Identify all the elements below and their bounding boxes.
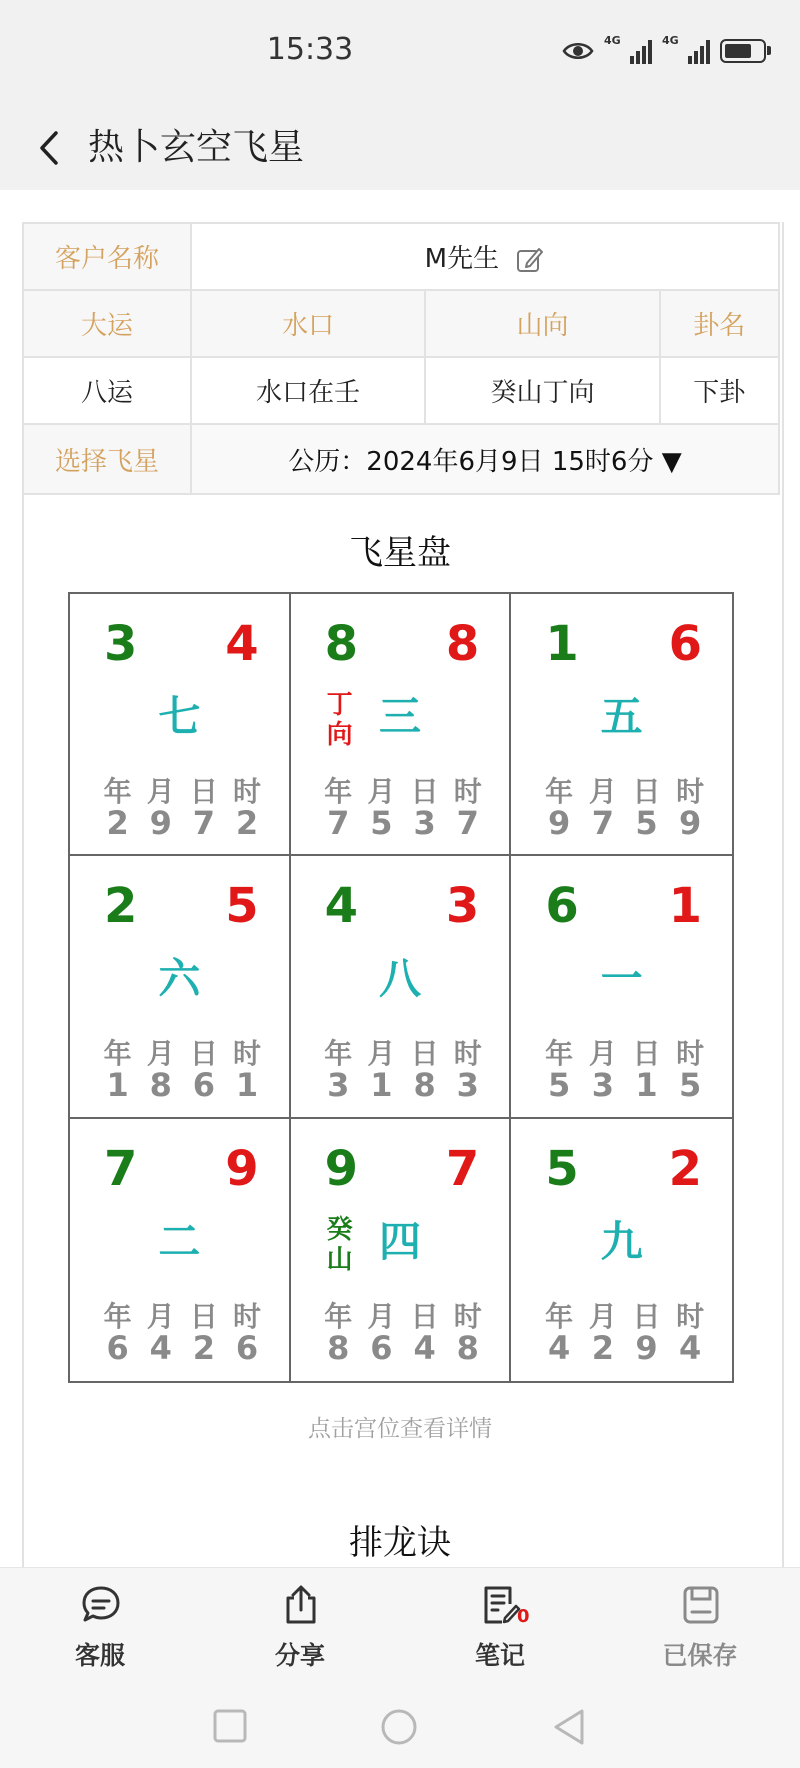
facing-marker: 丁向 (326, 690, 353, 750)
palace-cell[interactable] (511, 594, 732, 856)
time-stars (537, 1066, 712, 1104)
bottom-tab-bar (0, 1567, 800, 1683)
day-label: 日 (189, 1037, 218, 1071)
hour-label: 时 (453, 775, 482, 808)
year-star: 9 (548, 804, 571, 842)
time-stars (317, 1329, 490, 1367)
year-label: 年 (103, 1037, 132, 1071)
water-star: 1 (668, 878, 702, 935)
month-star: 9 (149, 804, 172, 842)
day-star: 7 (192, 804, 216, 842)
month-label: 月 (588, 1037, 617, 1071)
palace-cell[interactable] (511, 856, 732, 1118)
month-label: 月 (146, 775, 175, 808)
mountain-direction-value: 癸山丁向 (425, 357, 659, 424)
network-type-2: 4G (662, 34, 679, 47)
base-star: 二 (158, 1216, 201, 1266)
signal-icon (662, 34, 710, 64)
back-button[interactable] (30, 123, 70, 173)
month-star: 7 (591, 804, 614, 842)
water-star: 3 (445, 878, 480, 935)
tab-saved[interactable] (600, 1568, 800, 1683)
day-star: 3 (413, 804, 436, 842)
water-star: 7 (445, 1140, 480, 1197)
water-outlet-value: 水口在壬 (191, 357, 425, 424)
mountain-star: 9 (324, 1140, 359, 1197)
base-star: 八 (378, 954, 421, 1004)
chat-icon (80, 1584, 122, 1626)
year-star: 5 (548, 1066, 571, 1105)
palace-cell[interactable] (70, 856, 291, 1118)
water-star: 4 (225, 616, 259, 672)
signal-icon (604, 34, 652, 64)
back-nav-icon[interactable] (552, 1708, 586, 1746)
base-star: 四 (378, 1216, 421, 1266)
home-icon[interactable] (380, 1708, 418, 1746)
mountain-star: 4 (324, 878, 359, 935)
day-star: 5 (635, 804, 658, 842)
status-time: 15:33 (266, 32, 354, 67)
chart-hint: 点击宫位查看详情 (308, 1416, 492, 1442)
app-header (0, 105, 800, 190)
hour-star: 6 (235, 1328, 259, 1367)
tab-label: 笔记 (474, 1641, 525, 1670)
base-star: 七 (158, 692, 201, 741)
mountain-star: 6 (545, 878, 579, 935)
hour-star: 2 (235, 804, 259, 842)
tab-label: 客服 (74, 1641, 125, 1670)
year-label: 年 (545, 1037, 574, 1071)
flying-star-chart (68, 592, 734, 1383)
month-label: 月 (367, 1299, 396, 1333)
hour-star: 8 (456, 1328, 479, 1367)
mountain-star: 5 (545, 1140, 579, 1197)
recent-apps-icon[interactable] (212, 1708, 248, 1744)
day-label: 日 (632, 1037, 661, 1071)
year-label: 年 (103, 1299, 132, 1333)
day-label: 日 (410, 1037, 439, 1071)
month-star: 8 (149, 1066, 172, 1105)
day-star: 1 (635, 1066, 658, 1105)
year-star: 4 (548, 1328, 571, 1367)
water-outlet-label: 水口 (191, 290, 425, 357)
month-star: 2 (591, 1328, 614, 1367)
month-star: 6 (370, 1328, 393, 1367)
day-label: 日 (410, 775, 439, 808)
mountain-star: 3 (104, 616, 138, 672)
hour-label: 时 (676, 775, 705, 808)
water-star: 9 (225, 1140, 259, 1197)
month-star: 4 (149, 1328, 172, 1367)
info-table (22, 222, 780, 495)
mountain-star: 7 (104, 1140, 138, 1197)
note-icon (480, 1584, 522, 1626)
day-label: 日 (632, 1299, 661, 1333)
battery-icon (720, 39, 766, 63)
share-icon (280, 1584, 322, 1626)
month-label: 月 (146, 1299, 175, 1333)
day-star: 4 (413, 1328, 436, 1367)
hour-star: 9 (679, 804, 702, 842)
mountain-star: 8 (324, 616, 359, 672)
month-label: 月 (367, 775, 396, 808)
year-star: 7 (327, 804, 350, 842)
time-stars (96, 1329, 269, 1367)
palace-cell[interactable] (70, 594, 291, 856)
day-star: 8 (413, 1066, 436, 1105)
hour-label: 时 (453, 1037, 482, 1071)
hour-label: 时 (453, 1299, 482, 1333)
water-star: 5 (225, 878, 259, 935)
month-label: 月 (367, 1037, 396, 1071)
mountain-star: 1 (545, 616, 579, 672)
chart-title: 飞星盘 (349, 533, 451, 573)
day-label: 日 (189, 775, 218, 808)
hexagram-label: 卦名 (660, 290, 779, 357)
hour-label: 时 (233, 1037, 262, 1071)
tab-share[interactable] (200, 1568, 400, 1683)
customer-name-label: 客户名称 (23, 223, 191, 290)
palace-cell[interactable] (291, 856, 512, 1118)
hour-label: 时 (233, 775, 262, 808)
base-star: 五 (600, 692, 643, 741)
day-star: 2 (192, 1328, 216, 1367)
month-star: 1 (370, 1066, 393, 1105)
month-label: 月 (588, 1299, 617, 1333)
month-star: 5 (370, 804, 393, 842)
mountain-star: 2 (104, 878, 138, 935)
sitting-marker: 癸山 (326, 1214, 353, 1275)
period-label: 大运 (23, 290, 191, 357)
year-label: 年 (545, 775, 574, 808)
palace-cell[interactable] (511, 1119, 732, 1381)
month-label: 月 (588, 775, 617, 808)
chevron-left-icon (30, 123, 70, 173)
hour-star: 3 (456, 1066, 479, 1105)
edit-icon[interactable] (515, 245, 545, 275)
tab-notes[interactable] (400, 1568, 600, 1683)
year-star: 6 (106, 1328, 129, 1367)
eye-icon (562, 40, 594, 62)
tab-customer-service[interactable] (0, 1568, 200, 1683)
hour-label: 时 (676, 1037, 705, 1071)
year-star: 8 (327, 1328, 350, 1367)
day-label: 日 (632, 775, 661, 808)
page-title: 热卜玄空飞星 (88, 127, 305, 168)
year-label: 年 (324, 1037, 353, 1071)
year-star: 1 (106, 1066, 129, 1105)
hour-label: 时 (676, 1299, 705, 1333)
mountain-direction-label: 山向 (425, 290, 659, 357)
year-star: 2 (106, 804, 129, 842)
network-type-1: 4G (604, 34, 621, 47)
time-stars (96, 804, 269, 842)
status-bar (0, 0, 800, 105)
base-star: 一 (600, 954, 643, 1004)
day-star: 9 (635, 1328, 658, 1367)
time-stars (537, 1329, 712, 1367)
system-nav-bar (0, 1682, 800, 1768)
tab-label: 分享 (274, 1641, 325, 1670)
time-stars (96, 1066, 269, 1104)
month-label: 月 (146, 1037, 175, 1071)
hour-star: 4 (679, 1328, 702, 1367)
year-label: 年 (324, 775, 353, 808)
year-label: 年 (103, 775, 132, 808)
hour-star: 7 (456, 804, 479, 842)
day-label: 日 (410, 1299, 439, 1333)
customer-name-value: M先生 (424, 244, 500, 274)
year-star: 3 (327, 1066, 350, 1105)
day-star: 6 (192, 1066, 216, 1105)
base-star: 三 (378, 692, 421, 741)
base-star: 九 (600, 1216, 643, 1266)
tab-label: 已保存 (662, 1641, 738, 1670)
water-star: 6 (668, 616, 702, 672)
section-title-dragon: 排龙诀 (349, 1523, 451, 1563)
select-flying-star-label: 选择飞星 (23, 424, 191, 494)
palace-cell[interactable] (291, 594, 512, 856)
period-value: 八运 (23, 357, 191, 424)
day-label: 日 (189, 1299, 218, 1333)
hour-star: 1 (235, 1066, 259, 1105)
hour-label: 时 (233, 1299, 262, 1333)
water-star: 8 (445, 616, 480, 672)
save-icon (680, 1584, 722, 1626)
year-label: 年 (545, 1299, 574, 1333)
base-star: 六 (158, 954, 201, 1004)
time-stars (317, 804, 490, 842)
palace-cell[interactable] (291, 1119, 512, 1381)
time-stars (317, 1066, 490, 1104)
time-stars (537, 804, 712, 842)
month-star: 3 (591, 1066, 614, 1105)
customer-name-field[interactable] (191, 223, 779, 290)
water-star: 2 (668, 1140, 702, 1197)
date-selector[interactable]: 公历：2024年6月9日 15时6分 ▼ (191, 424, 779, 494)
palace-cell[interactable] (70, 1119, 291, 1381)
status-icons (562, 34, 766, 64)
hexagram-value: 下卦 (660, 357, 779, 424)
notes-count-badge: 0 (517, 1606, 530, 1627)
year-label: 年 (324, 1299, 353, 1333)
hour-star: 5 (679, 1066, 702, 1105)
